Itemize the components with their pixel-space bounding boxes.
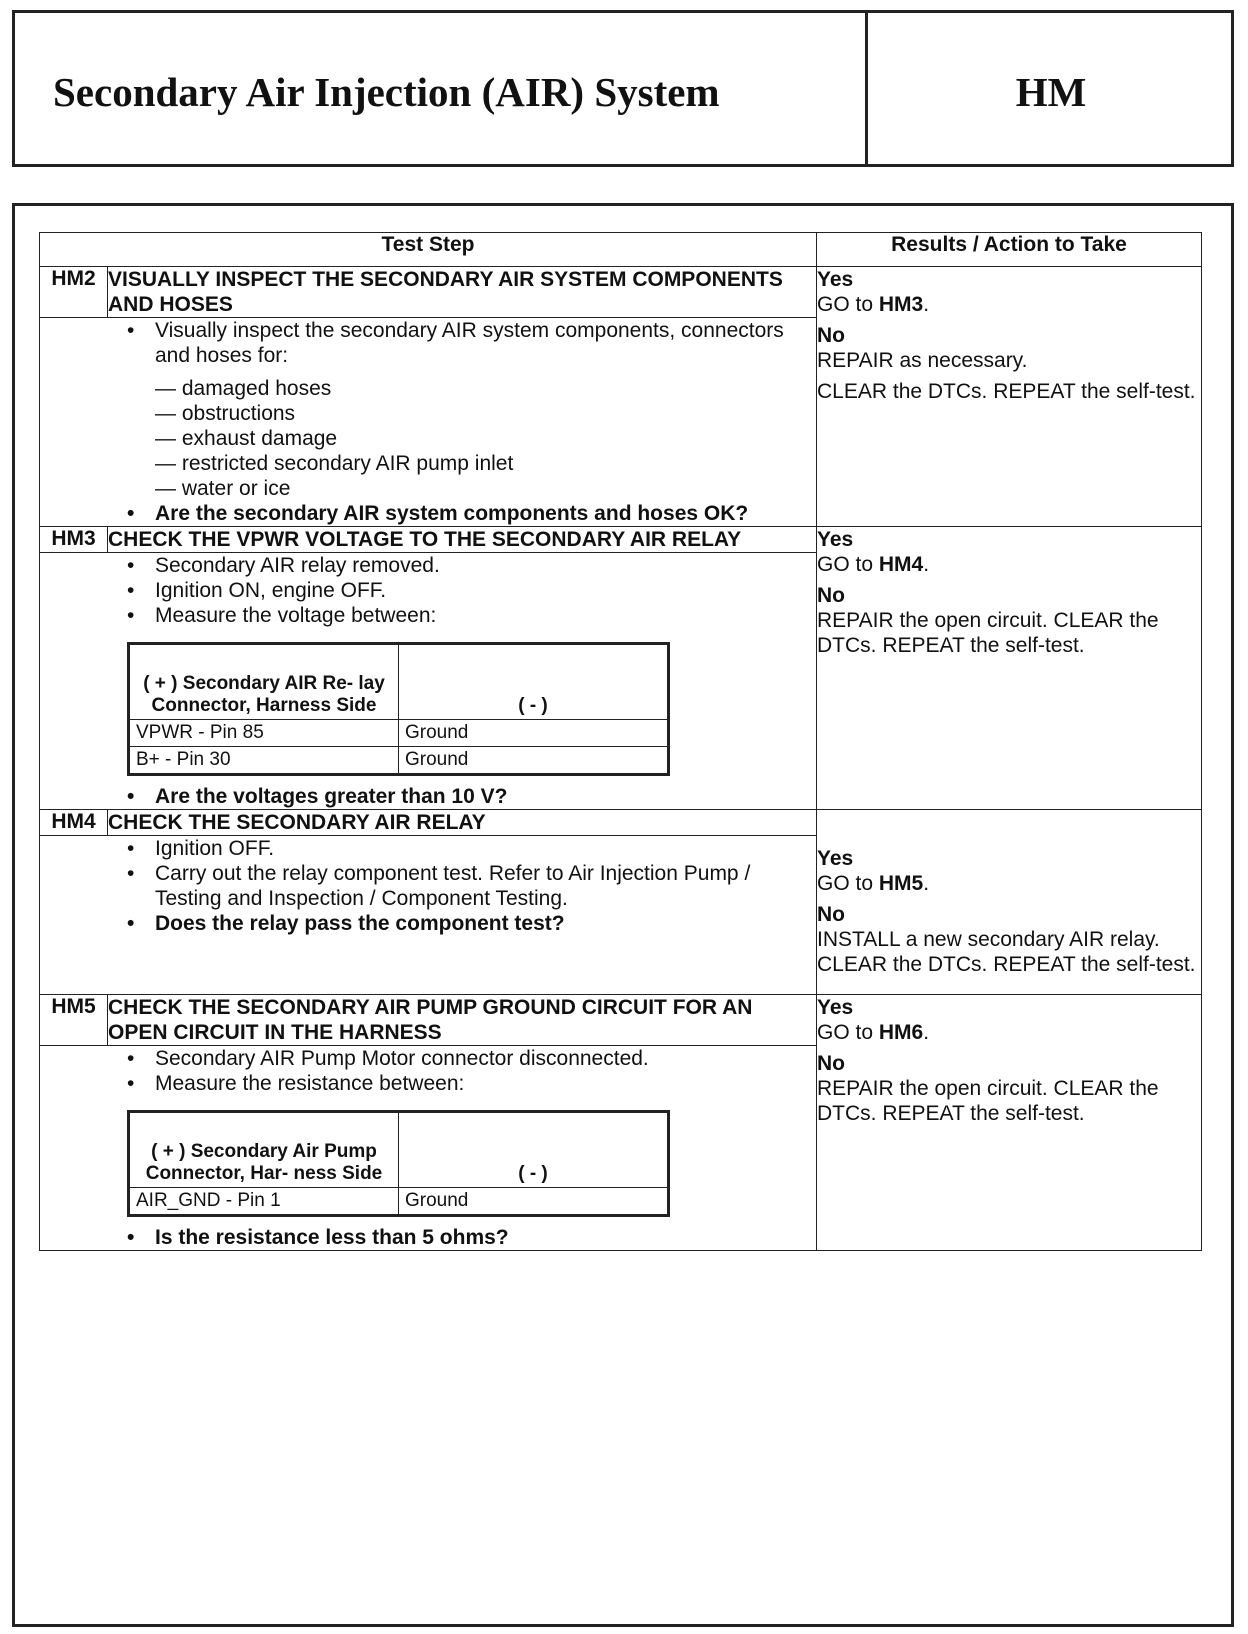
step-question: • Does the relay pass the component test? — [117, 911, 816, 936]
step-hm4-heading-row — [40, 810, 1202, 836]
list-item: • Secondary AIR relay removed. — [117, 553, 816, 578]
page-title: Secondary Air Injection (AIR) System — [53, 69, 720, 115]
yes-label: Yes — [817, 847, 854, 870]
list-item: • Measure the voltage between: — [117, 603, 816, 628]
step-heading: CHECK THE VPWR VOLTAGE TO THE SECONDARY AIR RELAY — [108, 527, 817, 553]
yes-target: HM4 — [878, 553, 924, 576]
test-step-header: Test Step — [40, 233, 817, 267]
step-heading: CHECK THE SECONDARY AIR RELAY — [108, 810, 817, 836]
step-hm2-heading-row — [40, 267, 1202, 318]
document-header — [12, 10, 1234, 167]
step-hm3-heading-row — [40, 527, 1202, 553]
yes-target: HM6 — [878, 1021, 924, 1044]
yes-action: GO to — [817, 553, 874, 576]
step-heading: CHECK THE SECONDARY AIR PUMP GROUND CIRCUIT FOR AN OPEN CIRCUIT IN THE HARNESS — [108, 995, 817, 1046]
step-heading: VISUALLY INSPECT THE SECONDARY AIR SYSTEM COMPONENTS AND HOSES — [108, 267, 817, 318]
list-item: • Measure the resistance between: — [117, 1071, 816, 1096]
list-item: • Secondary AIR Pump Motor connector disconnected. — [117, 1046, 816, 1071]
no-label: No — [817, 584, 845, 607]
list-item: — restricted secondary AIR pump inlet — [155, 452, 514, 475]
step-question: • Are the voltages greater than 10 V? — [117, 784, 816, 809]
no-label: No — [817, 903, 845, 926]
step-hm5-result: Yes GO to HM6. No REPAIR the open circuit. CLEAR the DTCs. REPEAT the self-test. — [817, 995, 1202, 1251]
list-item: — exhaust damage — [155, 427, 338, 450]
no-label: No — [817, 1052, 845, 1075]
yes-label: Yes — [817, 268, 854, 291]
meas-header-positive: ( + ) Secondary AIR Re- lay Connector, Harness Side — [129, 644, 399, 720]
step-hm2-body — [40, 318, 817, 527]
meas-cell: AIR_GND - Pin 1 — [129, 1188, 399, 1216]
list-item: • Ignition OFF. — [117, 836, 816, 861]
step-hm2-result: Yes GO to HM3. No REPAIR as necessary. CLEAR the DTCs. REPEAT the self-test. — [817, 267, 1202, 527]
meas-cell: Ground — [399, 1188, 669, 1216]
step-question: • Are the secondary AIR system components and hoses OK? — [117, 501, 816, 526]
results-header: Results / Action to Take — [817, 233, 1202, 267]
table-row — [129, 747, 669, 775]
step-hm3-result: Yes GO to HM4. No REPAIR the open circuit. CLEAR the DTCs. REPEAT the self-test. — [817, 527, 1202, 810]
measurement-table — [127, 1110, 670, 1217]
yes-action: GO to — [817, 1021, 874, 1044]
list-item: • Ignition ON, engine OFF. — [117, 578, 816, 603]
no-action: REPAIR the open circuit. CLEAR the DTCs. REPEAT the self-test. — [817, 609, 1159, 657]
step-id: HM3 — [40, 527, 108, 553]
meas-header-positive: ( + ) Secondary Air Pump Connector, Har- ness Side — [129, 1112, 399, 1188]
yes-target: HM3 — [878, 293, 924, 316]
yes-label: Yes — [817, 528, 854, 551]
meas-cell: VPWR - Pin 85 — [129, 720, 399, 747]
step-hm5-body — [40, 1046, 817, 1251]
measurement-table — [127, 642, 670, 776]
test-step-table — [39, 232, 1202, 1251]
list-item: • Carry out the relay component test. Refer to Air Injection Pump / Testing and Inspection / Component Testing. — [117, 861, 816, 911]
no-action: REPAIR the open circuit. CLEAR the DTCs. REPEAT the self-test. — [817, 1077, 1159, 1125]
meas-header-negative: ( - ) — [399, 1112, 669, 1188]
meas-header-negative: ( - ) — [399, 644, 669, 720]
no-action-2: CLEAR the DTCs. REPEAT the self-test. — [817, 380, 1196, 403]
step-hm5-heading-row — [40, 995, 1202, 1046]
yes-label: Yes — [817, 996, 854, 1019]
step-id: HM2 — [40, 267, 108, 318]
section-code: HM — [1015, 69, 1087, 115]
meas-cell: Ground — [399, 720, 669, 747]
no-action: REPAIR as necessary. — [817, 349, 1028, 372]
step-hm3-body — [40, 553, 817, 810]
meas-cell: B+ - Pin 30 — [129, 747, 399, 775]
step-hm4-body — [40, 836, 817, 995]
step-hm4-result: Yes GO to HM5. No INSTALL a new secondary AIR relay. CLEAR the DTCs. REPEAT the self-test. — [817, 810, 1202, 995]
list-item: • Visually inspect the secondary AIR system components, connectors and hoses for: — [117, 318, 816, 368]
yes-action: GO to — [817, 293, 874, 316]
yes-action: GO to — [817, 872, 874, 895]
no-action: INSTALL a new secondary AIR relay. CLEAR the DTCs. REPEAT the self-test. — [817, 928, 1196, 976]
list-item: — obstructions — [155, 402, 296, 425]
step-id: HM4 — [40, 810, 108, 836]
list-item: — water or ice — [155, 477, 291, 500]
list-item: — damaged hoses — [155, 377, 332, 400]
no-label: No — [817, 324, 845, 347]
step-id: HM5 — [40, 995, 108, 1046]
meas-cell: Ground — [399, 747, 669, 775]
yes-target: HM5 — [878, 872, 924, 895]
table-row — [129, 1188, 669, 1216]
table-row — [129, 720, 669, 747]
table-header-row — [40, 233, 1202, 267]
step-question: • Is the resistance less than 5 ohms? — [117, 1225, 816, 1250]
